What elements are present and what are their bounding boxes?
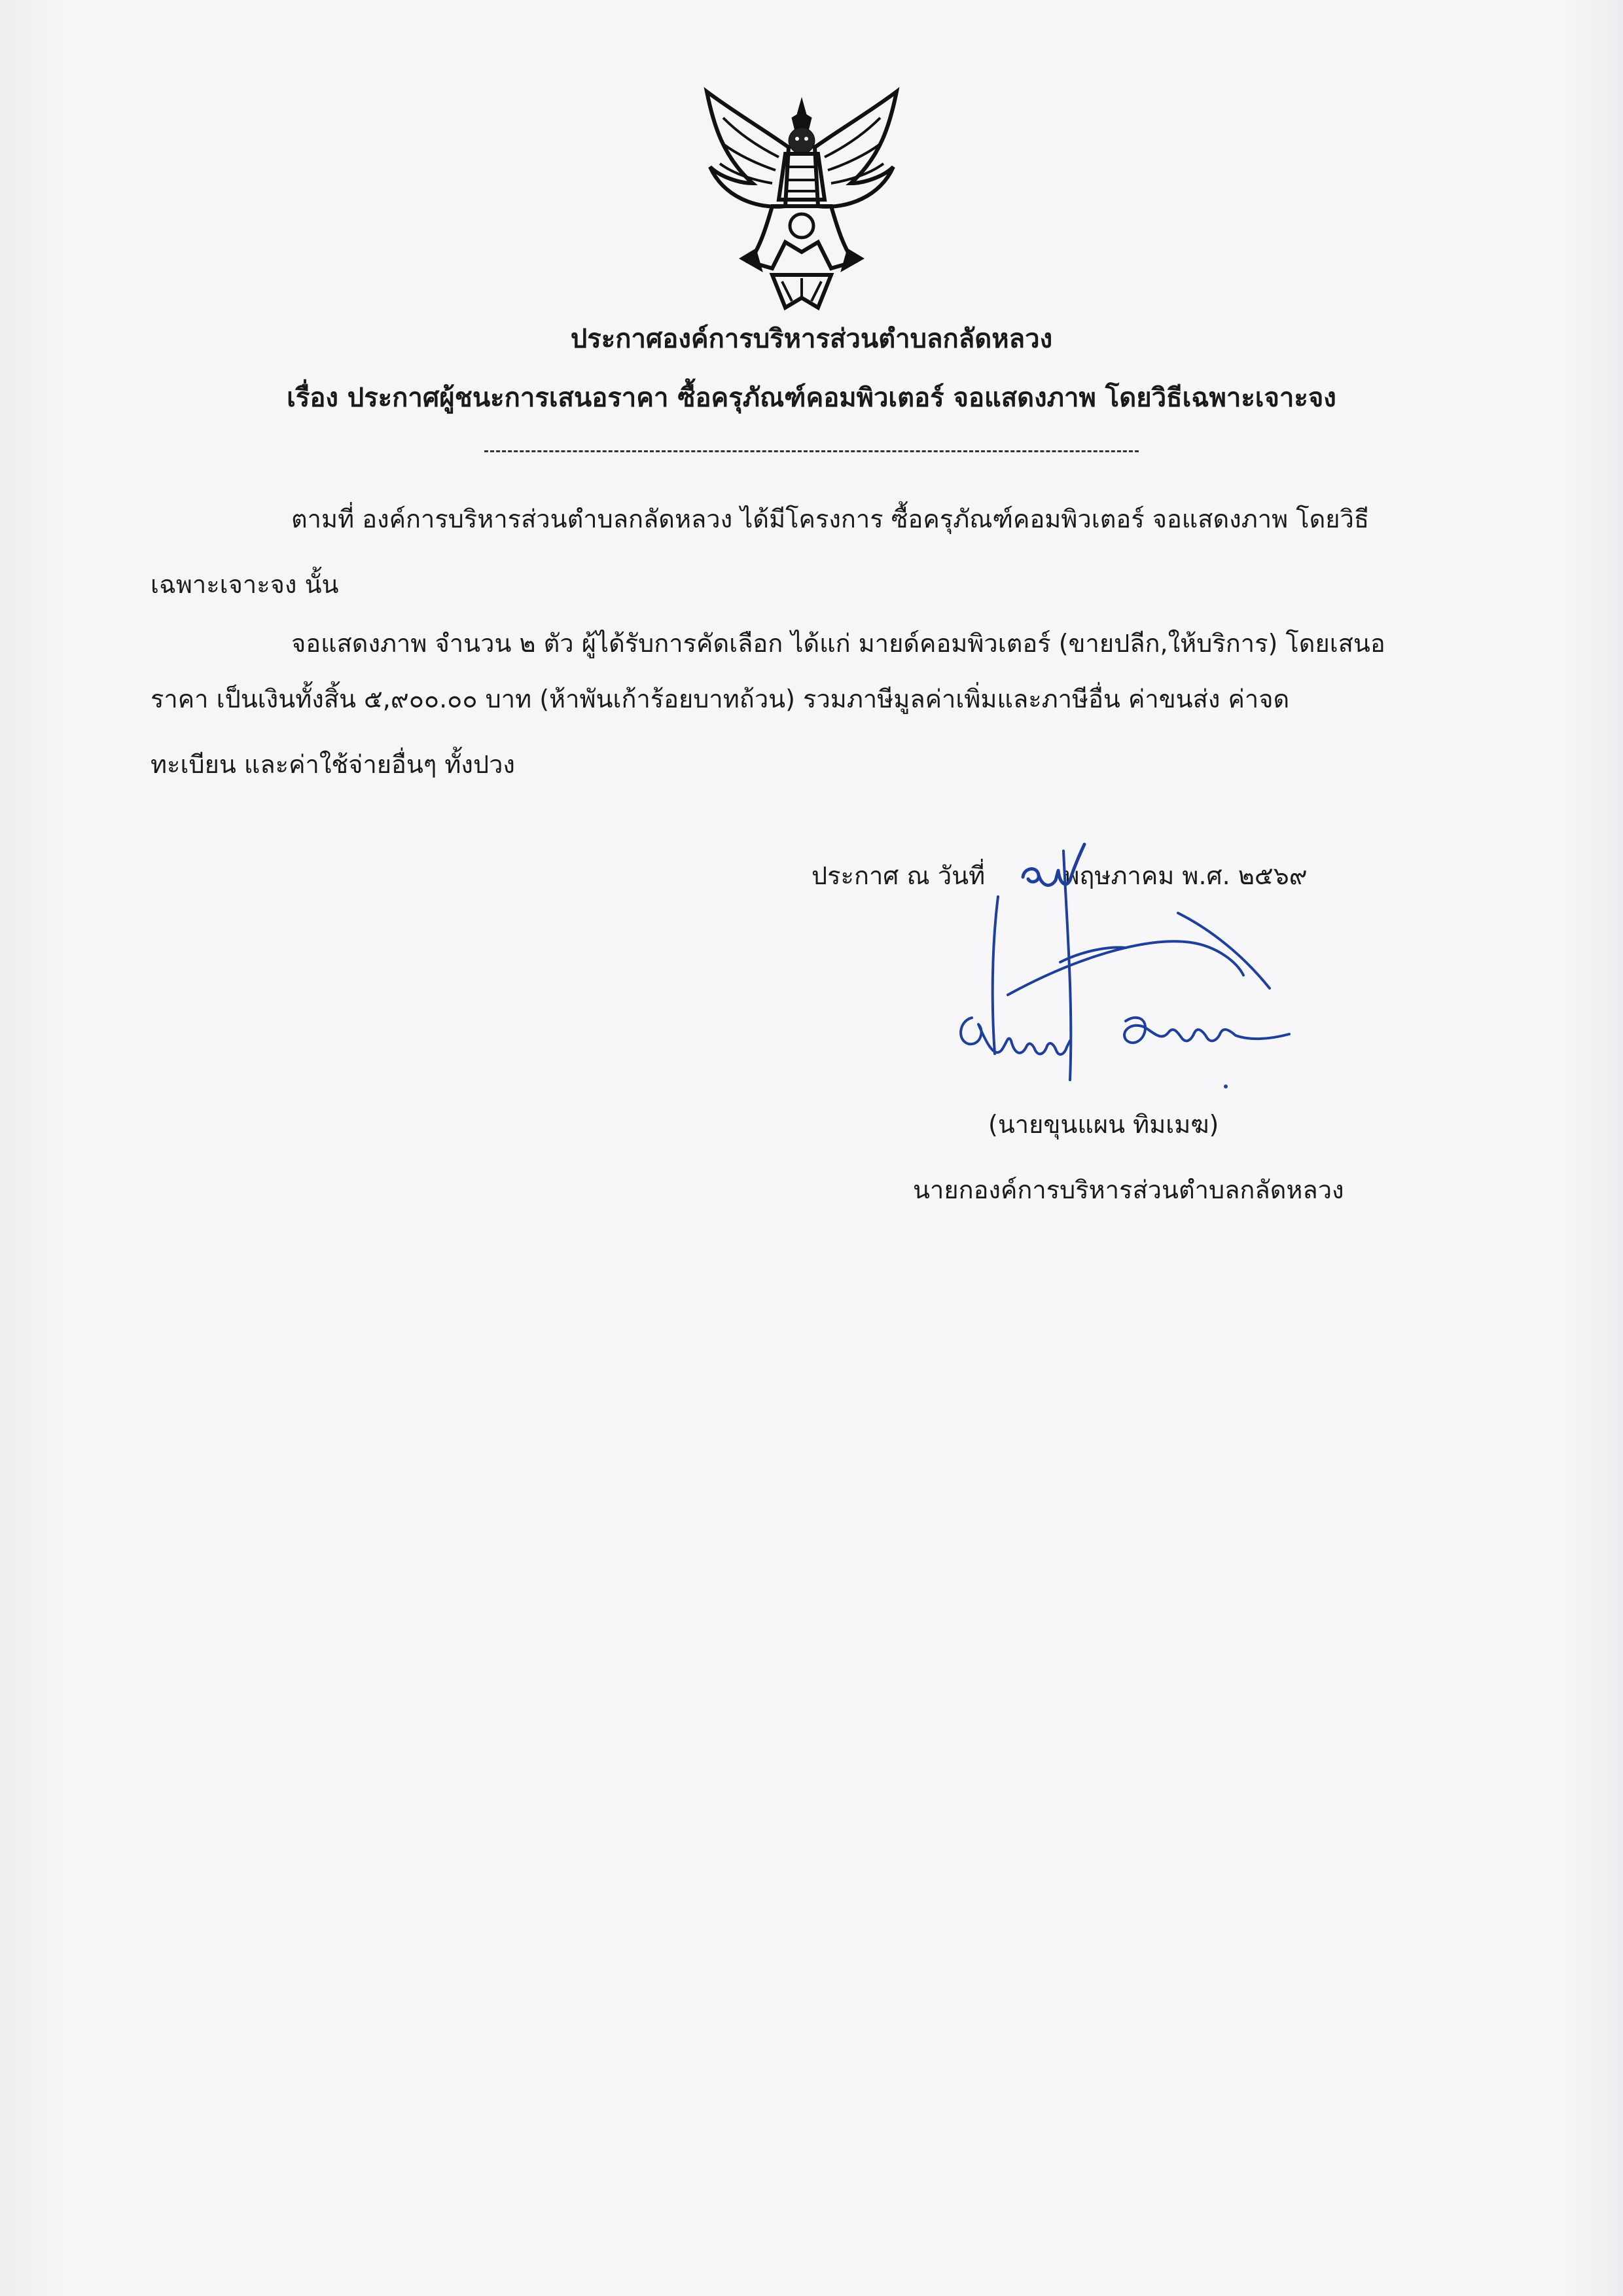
garuda-emblem-icon xyxy=(694,85,910,321)
paragraph2-line2: ราคา เป็นเงินทั้งสิ้น ๕,๙๐๐.๐๐ บาท (ห้าพันเก้าร้อยบาทถ้วน) รวมภาษีมูลค่าเพิ่มและภาษีอื่น ค่าขนส่ง ค่าจด xyxy=(151,685,1290,713)
paragraph1-line2: เฉพาะเจาะจง นั้น xyxy=(151,570,339,599)
announce-date-suffix: พฤษภาคม พ.ศ. ๒๕๖๙ xyxy=(1063,861,1308,890)
announcement-title: ประกาศองค์การบริหารส่วนตำบลกลัดหลวง xyxy=(570,324,1053,354)
paragraph2-line1: จอแสดงภาพ จำนวน ๒ ตัว ผู้ได้รับการคัดเลือก ได้แก่ มายด์คอมพิวเตอร์ (ขายปลีก,ให้บริการ) โดยเสนอ xyxy=(291,629,1385,658)
signature xyxy=(929,831,1335,1106)
announcement-subject: เรื่อง ประกาศผู้ชนะการเสนอราคา ซื้อครุภัณฑ์คอมพิวเตอร์ จอแสดงภาพ โดยวิธีเฉพาะเจาะจง xyxy=(287,383,1336,413)
signer-position: นายกองค์การบริหารส่วนตำบลกลัดหลวง xyxy=(913,1175,1344,1204)
signer-name: (นายขุนแผน ทิมเมฆ) xyxy=(988,1110,1219,1139)
paragraph2-line3: ทะเบียน และค่าใช้จ่ายอื่นๆ ทั้งปวง xyxy=(151,750,515,779)
divider xyxy=(484,450,1139,452)
announce-date-prefix: ประกาศ ณ วันที่ xyxy=(812,861,986,890)
paragraph1-line1: ตามที่ องค์การบริหารส่วนตำบลกลัดหลวง ได้มีโครงการ ซื้อครุภัณฑ์คอมพิวเตอร์ จอแสดงภาพ โดยวิธี xyxy=(291,505,1370,533)
